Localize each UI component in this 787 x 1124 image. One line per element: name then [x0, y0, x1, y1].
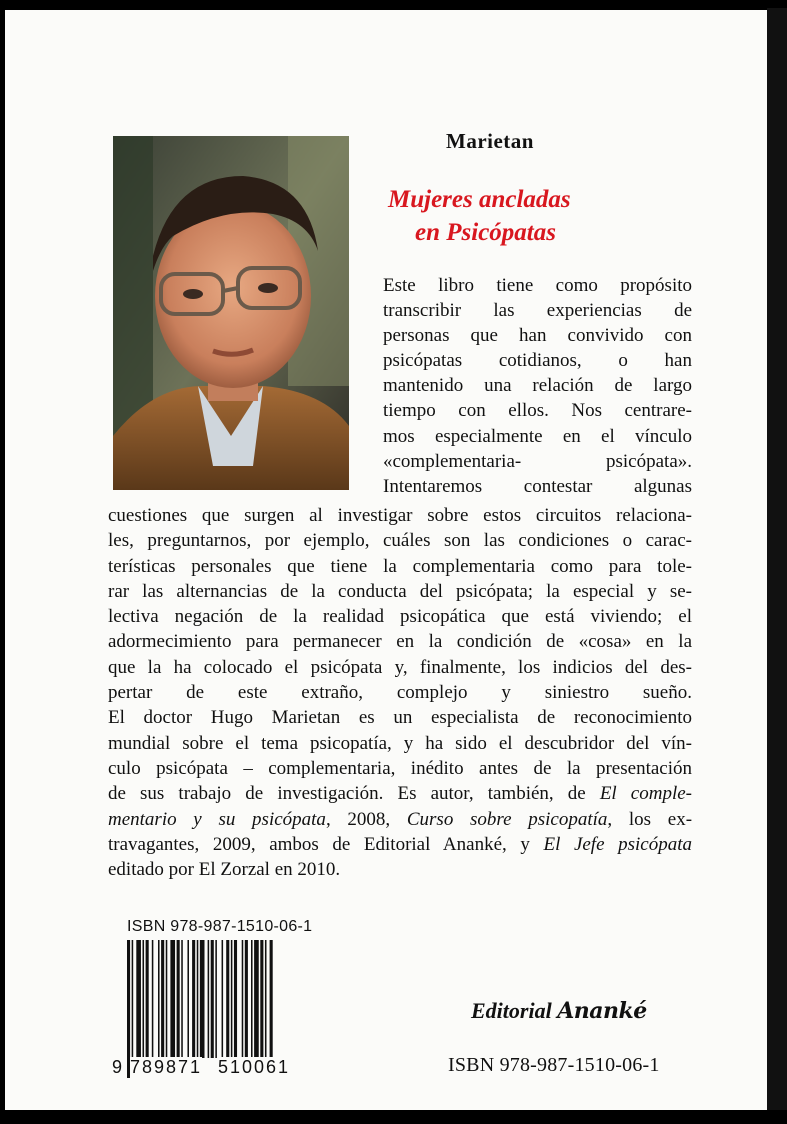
barcode-bar [265, 940, 267, 1058]
barcode-bar [161, 940, 164, 1058]
barcode-bar [181, 940, 183, 1058]
description-line [108, 832, 692, 857]
description-line: psicópatas cotidianos, o han [383, 350, 692, 372]
description-line: Este libro tiene como propósito [383, 275, 692, 296]
barcode-bar [143, 940, 145, 1058]
barcode-bar [166, 940, 168, 1058]
barcode-bar [254, 940, 259, 1058]
barcode-bar [215, 940, 217, 1058]
description-line: que la ha colocado el psicópata y, finalmente, los indicios del des- [108, 656, 692, 678]
barcode-bar [152, 940, 154, 1058]
book-reference: El comple- [599, 783, 692, 805]
barcode-first-digit: 9 [112, 1057, 123, 1077]
description-line: personas que han convivido con [383, 325, 692, 347]
description-line: tiempo con ellos. Nos centrare- [383, 400, 692, 422]
description-line: mundial sobre el tema psicopatía, y ha sido el descubridor del vín- [108, 732, 692, 754]
barcode-isbn-label: ISBN 978-987-1510-06-1 [127, 918, 313, 935]
description-line: rar las alternancias de la conducta del psicópata; la especial y se- [108, 580, 692, 602]
book-reference: Curso sobre psicopatía [406, 808, 608, 830]
description-text: , 2008, [325, 808, 407, 830]
barcode-bar [208, 940, 210, 1058]
barcode-bar [158, 940, 160, 1058]
title-line-1: Mujeres ancladas [388, 186, 571, 213]
author-photo [113, 136, 349, 490]
description-line [108, 807, 692, 832]
description-line [108, 781, 692, 806]
barcode-group-2: 510061 [218, 1057, 291, 1077]
description-line: transcribir las experiencias de [383, 300, 692, 322]
barcode-bar [260, 940, 263, 1058]
description-line: terísticas personales que tiene la complementaria como para tole- [108, 555, 692, 577]
description-line: adormecimiento para permanecer en la condición de «cosa» en la [108, 631, 692, 653]
description-line: les, preguntarnos, por ejemplo, cuáles son las condiciones o carac- [108, 530, 692, 552]
description-line: pertar de este extraño, complejo y siniestro sueño. [108, 682, 692, 704]
barcode-bar [197, 940, 199, 1058]
description-text: , los ex- [607, 808, 693, 830]
barcode-bar [187, 940, 189, 1058]
barcode-group-1: 789871 [130, 1057, 203, 1077]
isbn: ISBN 978-987-1510-06-1 [448, 1054, 660, 1076]
author-name: Marietan [446, 129, 534, 153]
description-column [383, 273, 692, 499]
barcode-bar [222, 940, 224, 1058]
book-reference: El Jefe psicópata [543, 833, 692, 855]
description-line: culo psicópata – complementaria, inédito antes de la presentación [108, 757, 692, 779]
description-line: Intentaremos contestar algunas [383, 475, 692, 497]
barcode-bar [251, 940, 253, 1058]
description-text: travagantes, 2009, ambos de Editorial Ananké, y [108, 833, 530, 855]
description-line: lectiva negación de la realidad psicopática que está viviendo; el [108, 606, 692, 628]
barcode-bar [242, 940, 244, 1058]
barcode-bar [136, 940, 141, 1058]
barcode-bar [170, 940, 175, 1058]
barcode-bar [200, 940, 205, 1058]
description-line: «complementaria- psicópata». [383, 450, 692, 472]
book-title [388, 183, 571, 249]
description-line: El doctor Hugo Marietan es un especialista de reconocimiento [108, 707, 692, 729]
publisher-name [471, 998, 647, 1024]
title-line-2: en Psicópatas [415, 219, 556, 246]
barcode-bar [211, 940, 214, 1058]
description-line: cuestiones que surgen al investigar sobre estos circuitos relaciona- [108, 505, 692, 526]
description-line: editado por El Zorzal en 2010. [108, 859, 341, 881]
barcode-bar [226, 940, 229, 1058]
spine-edge [767, 8, 787, 1112]
barcode-bar [234, 940, 237, 1058]
book-reference: mentario y su psicópata [108, 808, 326, 830]
barcode-bar [245, 940, 248, 1058]
description-line: mos especialmente en el vínculo [383, 425, 692, 447]
bottom-edge [0, 1110, 787, 1124]
description-text: de sus trabajo de investigación. Es autor, también, de [108, 783, 586, 805]
publisher-brand: Ananké [557, 998, 647, 1024]
barcode-bar [231, 940, 233, 1058]
description-body [108, 503, 692, 882]
description-line: mantenido una relación de largo [383, 375, 692, 397]
barcode-bar [192, 940, 195, 1058]
publisher-prefix: Editorial [471, 998, 552, 1023]
barcode-bar [146, 940, 149, 1058]
barcode-bar [177, 940, 180, 1058]
